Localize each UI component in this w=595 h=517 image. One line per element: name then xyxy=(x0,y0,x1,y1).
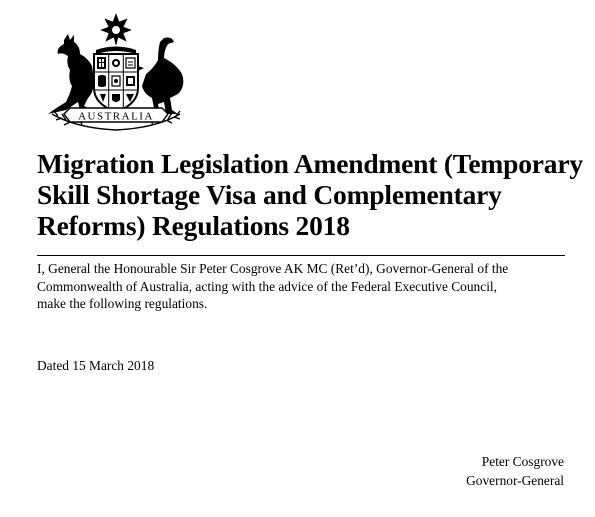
kangaroo-icon xyxy=(48,34,94,114)
shield-icon xyxy=(94,54,138,112)
title-divider xyxy=(37,255,565,256)
preamble-line: I, General the Honourable Sir Peter Cosgrove AK MC (Ret’d), Governor-General of the xyxy=(37,261,509,276)
preamble-line: make the following regulations. xyxy=(37,296,208,312)
signature-block xyxy=(466,452,564,490)
australia-banner-icon xyxy=(64,108,168,123)
emu-icon xyxy=(136,38,183,115)
preamble-paragraph xyxy=(37,260,577,313)
coat-of-arms-emblem xyxy=(36,10,196,134)
signatory-role: Governor-General xyxy=(466,473,564,488)
title-line: Migration Legislation Amendment (Temporary xyxy=(37,148,583,179)
regulation-title xyxy=(37,148,587,241)
title-line: Reforms) Regulations 2018 xyxy=(37,210,350,241)
title-line: Skill Shortage Visa and Complementary xyxy=(37,179,502,210)
banner-text: AUSTRALIA xyxy=(78,110,154,123)
signatory-name: Peter Cosgrove xyxy=(481,454,564,469)
dated-line: Dated 15 March 2018 xyxy=(37,358,155,373)
preamble-line: Commonwealth of Australia, acting with the advice of the Federal Executive Council, xyxy=(37,278,497,294)
